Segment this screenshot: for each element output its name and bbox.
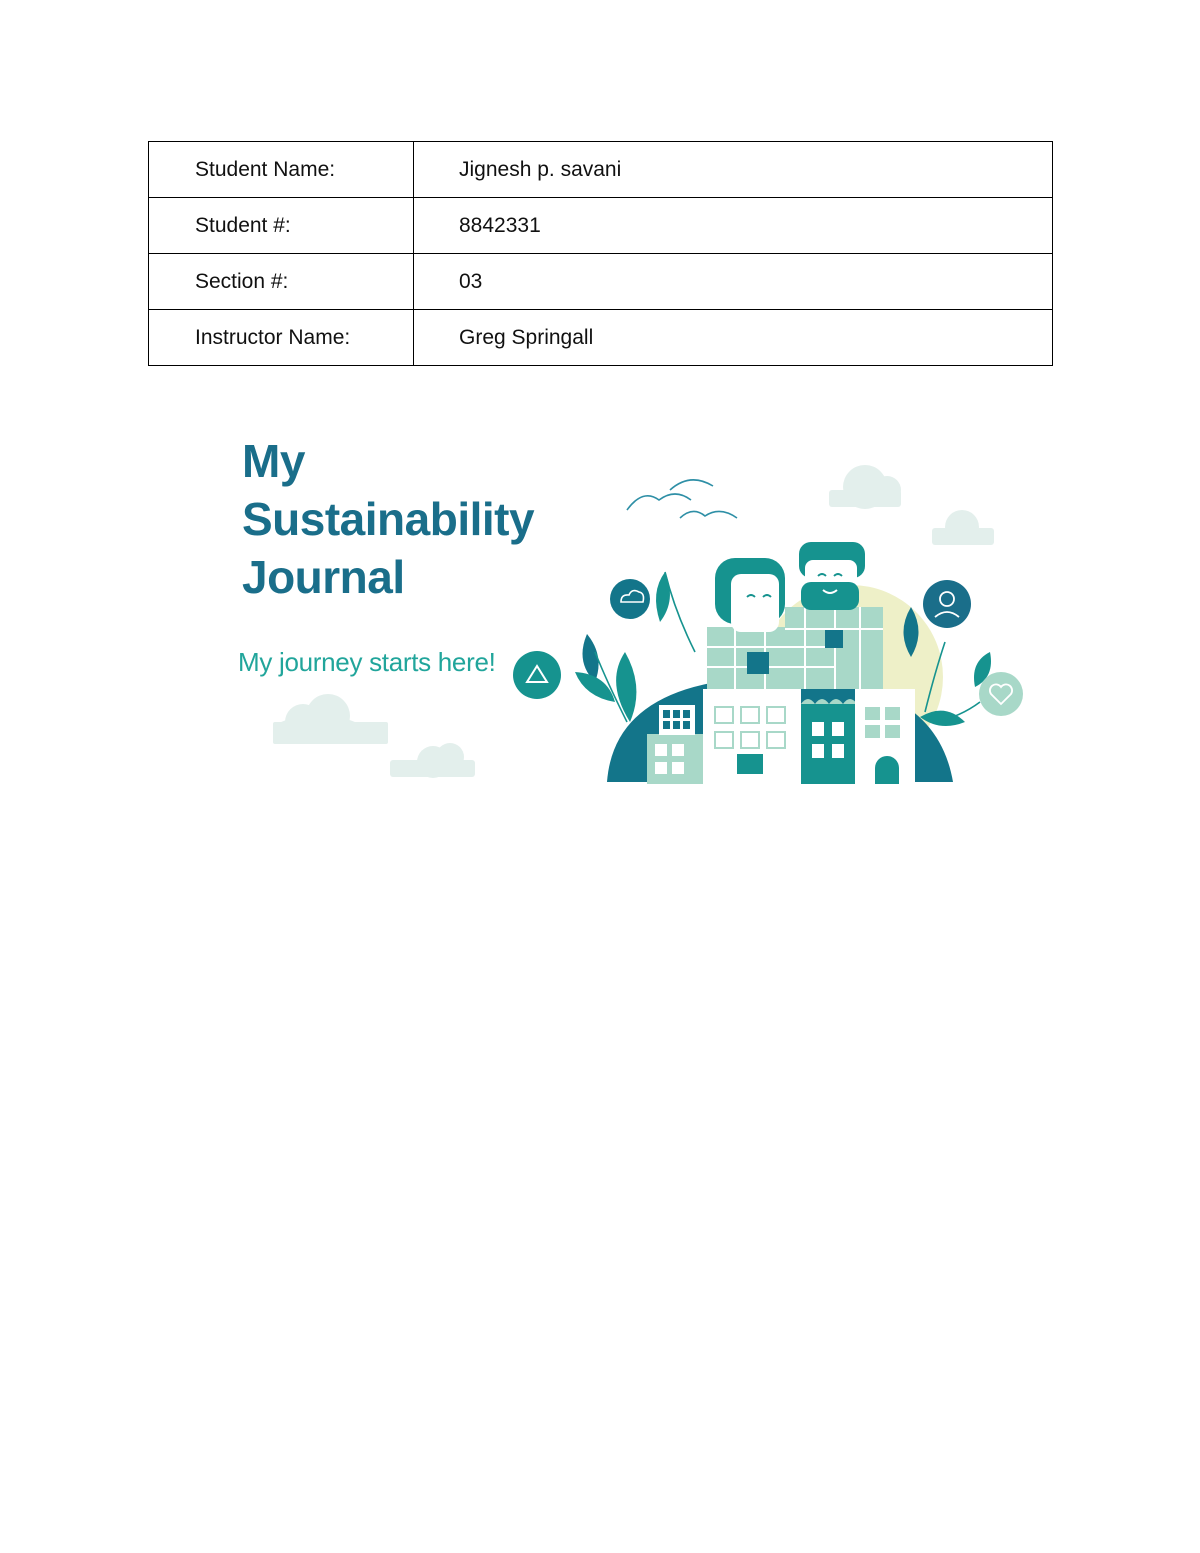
birds-icon (627, 480, 737, 518)
table-row (149, 254, 1053, 310)
journal-title-line: Journal (242, 551, 405, 603)
cloud-icon (390, 743, 475, 778)
journal-subtitle: My journey starts here! (238, 647, 496, 677)
student-info-table (148, 141, 1053, 366)
section-number-value: 03 (414, 254, 1053, 310)
cloud-icon (829, 465, 901, 509)
table-row (149, 142, 1053, 198)
doctor-icon (923, 580, 971, 628)
cloud-icon (932, 510, 994, 545)
instructor-name-label: Instructor Name: (149, 310, 414, 366)
instructor-name-value: Greg Springall (414, 310, 1053, 366)
journal-banner (175, 392, 1030, 872)
student-name-value: Jignesh p. savani (414, 142, 1053, 198)
table-row (149, 310, 1053, 366)
recycle-icon (513, 651, 561, 699)
student-number-label: Student #: (149, 198, 414, 254)
student-name-label: Student Name: (149, 142, 414, 198)
journal-title-line: My (242, 435, 305, 487)
table-row (149, 198, 1053, 254)
student-number-value: 8842331 (414, 198, 1053, 254)
heart-icon (979, 672, 1023, 716)
journal-title-line: Sustainability (242, 493, 535, 545)
cloud-icon (273, 694, 388, 744)
people-illustration (707, 542, 883, 689)
section-number-label: Section #: (149, 254, 414, 310)
